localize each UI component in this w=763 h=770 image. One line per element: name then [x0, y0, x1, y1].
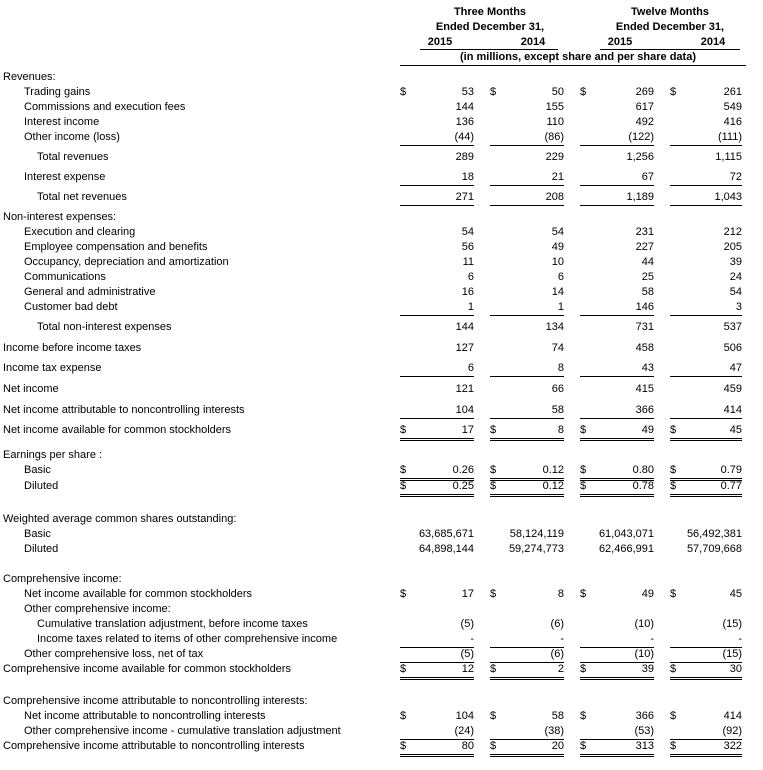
header-y-2014: 2014 — [700, 36, 726, 48]
dollar-sign: $ — [490, 588, 497, 600]
value-y2015: 43 — [641, 362, 654, 374]
value-q2014: 74 — [551, 342, 564, 354]
row-label: Comprehensive income attributable to noncontrolling interests — [3, 740, 305, 752]
value-q2014: 54 — [551, 226, 564, 238]
row-label: Interest income — [24, 116, 100, 128]
value-y2015: 25 — [641, 271, 654, 283]
header-q-2014: 2014 — [520, 36, 546, 48]
double-underline — [670, 494, 742, 497]
row-label: Other comprehensive loss, net of tax — [24, 648, 204, 660]
value-y2015: 269 — [635, 86, 654, 98]
row-label: Customer bad debt — [24, 301, 118, 313]
row-label: Net income attributable to noncontrolling interests — [24, 710, 266, 722]
value-q2015: 54 — [461, 226, 474, 238]
row-label: Occupancy, depreciation and amortization — [24, 256, 229, 268]
value-q2015: 121 — [455, 383, 474, 395]
value-y2014: 205 — [723, 241, 742, 253]
dollar-sign: $ — [670, 424, 677, 436]
row-label: Net income available for common stockholders — [3, 424, 232, 436]
value-q2015: (5) — [460, 648, 474, 660]
underline — [490, 145, 564, 146]
value-y2015: 415 — [635, 383, 654, 395]
value-y2014: 24 — [729, 271, 742, 283]
dollar-sign: $ — [670, 740, 677, 752]
underline — [400, 376, 474, 377]
underline — [670, 418, 742, 419]
dollar-sign: $ — [400, 740, 407, 752]
row-label: Other comprehensive income - cumulative translation adjustment — [24, 725, 341, 737]
value-q2014: 110 — [546, 116, 564, 128]
row-label: Comprehensive income: — [3, 573, 122, 585]
value-y2015: 0.78 — [632, 480, 654, 492]
value-q2014: 66 — [551, 383, 564, 395]
value-q2015: 16 — [461, 286, 474, 298]
value-q2015: 63,685,671 — [418, 528, 474, 540]
value-q2014: 8 — [557, 362, 564, 374]
value-y2014: 72 — [729, 171, 742, 183]
value-q2014: 49 — [551, 241, 564, 253]
double-underline — [580, 438, 654, 441]
row-label: Earnings per share : — [3, 449, 103, 461]
underline — [580, 315, 654, 316]
row-label: Cumulative translation adjustment, before income taxes — [37, 618, 308, 630]
value-y2015: (53) — [634, 725, 654, 737]
value-q2015: 11 — [462, 256, 474, 268]
value-q2015: 144 — [455, 321, 474, 333]
header-units: (in millions, except share and per share data) — [460, 51, 696, 63]
header-three-months-ended: Ended December 31, — [435, 21, 545, 33]
value-q2015: 271 — [455, 191, 474, 203]
row-label: Trading gains — [24, 86, 91, 98]
value-q2015: 17 — [461, 588, 474, 600]
row-label: Other income (loss) — [24, 131, 120, 143]
row-label: Communications — [24, 271, 106, 283]
value-y2014: 47 — [729, 362, 742, 374]
row-label: Net income — [3, 383, 59, 395]
row-label: Non-interest expenses: — [3, 211, 117, 223]
value-q2014: 21 — [551, 171, 564, 183]
header-y-2015: 2015 — [607, 36, 633, 48]
dollar-sign: $ — [490, 663, 497, 675]
value-q2014: 155 — [545, 101, 564, 113]
value-y2014: 1,115 — [715, 151, 742, 163]
value-q2014: 59,274,773 — [508, 543, 564, 555]
value-q2015: 136 — [455, 116, 474, 128]
header-three-months: Three Months — [453, 6, 527, 18]
row-label: Income taxes related to items of other comprehensive income — [37, 633, 338, 645]
dollar-sign: $ — [670, 86, 677, 98]
value-y2014: - — [738, 633, 742, 645]
value-y2014: 3 — [735, 301, 742, 313]
underline — [490, 185, 564, 186]
value-q2015: 17 — [461, 424, 474, 436]
value-y2014: 45 — [729, 588, 742, 600]
underline — [580, 205, 654, 206]
row-label: Total non-interest expenses — [37, 321, 172, 333]
row-label: Comprehensive income available for common stockholders — [3, 663, 291, 675]
value-y2014: 459 — [723, 383, 742, 395]
value-q2014: 6 — [557, 271, 564, 283]
dollar-sign: $ — [580, 710, 587, 722]
header-rule-y — [600, 49, 740, 50]
row-label: Income before income taxes — [3, 342, 142, 354]
value-y2014: (15) — [722, 648, 742, 660]
underline — [670, 205, 742, 206]
value-y2014: 1,043 — [714, 191, 742, 203]
row-label: Comprehensive income attributable to noncontrolling interests: — [3, 695, 308, 707]
value-y2014: 549 — [723, 101, 742, 113]
double-underline — [490, 677, 564, 680]
row-label: Basic — [24, 464, 51, 476]
value-q2015: (44) — [454, 131, 474, 143]
row-label: Employee compensation and benefits — [24, 241, 208, 253]
value-y2014: 212 — [723, 226, 742, 238]
value-q2015: 12 — [461, 663, 474, 675]
row-label: Diluted — [24, 543, 59, 555]
dollar-sign: $ — [400, 86, 407, 98]
dollar-sign: $ — [490, 464, 497, 476]
row-label: Execution and clearing — [24, 226, 136, 238]
value-q2014: 0.12 — [542, 464, 564, 476]
double-underline — [670, 438, 742, 441]
value-y2015: 227 — [635, 241, 654, 253]
double-underline — [580, 677, 654, 680]
value-y2014: 537 — [723, 321, 742, 333]
underline — [580, 418, 654, 419]
row-label: Total revenues — [37, 151, 109, 163]
underline — [400, 418, 474, 419]
value-y2015: 49 — [641, 424, 654, 436]
header-twelve-months-ended: Ended December 31, — [615, 21, 725, 33]
row-label: Net income attributable to noncontrolling interests — [3, 404, 245, 416]
value-q2015: 127 — [455, 342, 474, 354]
value-q2015: 18 — [461, 171, 474, 183]
header-twelve-months: Twelve Months — [630, 6, 710, 18]
value-q2014: 58 — [551, 404, 564, 416]
value-y2015: 1,256 — [626, 151, 654, 163]
dollar-sign: $ — [490, 740, 497, 752]
value-q2015: 6 — [467, 362, 474, 374]
row-label: Interest expense — [24, 171, 106, 183]
value-y2015: 313 — [635, 740, 654, 752]
row-label: Other comprehensive income: — [24, 603, 171, 615]
underline — [580, 376, 654, 377]
value-y2014: 414 — [723, 710, 742, 722]
value-y2015: 492 — [635, 116, 654, 128]
underline — [400, 185, 474, 186]
double-underline — [670, 677, 742, 680]
double-underline — [490, 438, 564, 441]
double-underline — [400, 677, 474, 680]
row-label: Weighted average common shares outstanding: — [3, 513, 237, 525]
dollar-sign: $ — [580, 86, 587, 98]
value-y2015: 1,189 — [626, 191, 654, 203]
underline — [580, 145, 654, 146]
underline — [670, 145, 742, 146]
underline — [580, 185, 654, 186]
underline — [490, 315, 564, 316]
value-y2014: 414 — [723, 404, 742, 416]
value-y2015: 617 — [635, 101, 654, 113]
dollar-sign: $ — [400, 710, 407, 722]
value-q2015: 104 — [455, 404, 474, 416]
value-q2014: 14 — [551, 286, 564, 298]
underline — [400, 145, 474, 146]
dollar-sign: $ — [580, 588, 587, 600]
dollar-sign: $ — [490, 480, 497, 492]
value-q2015: 289 — [455, 151, 474, 163]
double-underline — [400, 494, 474, 497]
value-y2015: 58 — [641, 286, 654, 298]
value-q2014: 8 — [557, 424, 564, 436]
value-q2014: 58 — [551, 710, 564, 722]
dollar-sign: $ — [400, 588, 407, 600]
value-y2015: 44 — [641, 256, 654, 268]
dollar-sign: $ — [400, 480, 407, 492]
value-y2014: (111) — [717, 131, 742, 143]
value-q2014: 134 — [545, 321, 564, 333]
value-y2014: 0.77 — [720, 480, 742, 492]
value-q2015: - — [470, 633, 474, 645]
underline — [400, 205, 474, 206]
underline — [670, 315, 742, 316]
value-y2014: 30 — [729, 663, 742, 675]
value-y2015: 62,466,991 — [598, 543, 654, 555]
value-y2014: 261 — [723, 86, 742, 98]
row-label: Diluted — [24, 480, 59, 492]
double-underline — [490, 494, 564, 497]
value-q2014: 208 — [545, 191, 564, 203]
value-y2015: 366 — [635, 404, 654, 416]
row-label: Basic — [24, 528, 51, 540]
value-q2015: 56 — [461, 241, 474, 253]
underline — [670, 376, 742, 377]
dollar-sign: $ — [670, 588, 677, 600]
header-rule-units — [400, 65, 746, 66]
dollar-sign: $ — [670, 663, 677, 675]
value-y2015: 146 — [635, 301, 654, 313]
value-y2015: 49 — [641, 588, 654, 600]
dollar-sign: $ — [580, 464, 587, 476]
value-q2014: 8 — [557, 588, 564, 600]
value-q2014: 1 — [557, 301, 564, 313]
value-y2015: - — [650, 633, 654, 645]
dollar-sign: $ — [400, 663, 407, 675]
value-q2015: 144 — [455, 101, 474, 113]
underline — [490, 376, 564, 377]
value-q2014: 2 — [557, 663, 564, 675]
underline — [670, 185, 742, 186]
value-q2015: 0.25 — [452, 480, 474, 492]
double-underline — [400, 438, 474, 441]
value-q2014: 58,124,119 — [509, 528, 564, 540]
dollar-sign: $ — [670, 710, 677, 722]
value-q2014: 229 — [545, 151, 564, 163]
dollar-sign: $ — [580, 663, 587, 675]
dollar-sign: $ — [490, 424, 497, 436]
row-label: Commissions and execution fees — [24, 101, 186, 113]
double-underline — [580, 494, 654, 497]
value-y2014: (92) — [722, 725, 742, 737]
dollar-sign: $ — [670, 464, 677, 476]
dollar-sign: $ — [490, 86, 497, 98]
row-label: Revenues: — [3, 71, 56, 83]
value-y2014: 322 — [723, 740, 742, 752]
double-underline — [580, 754, 654, 757]
dollar-sign: $ — [580, 480, 587, 492]
value-y2015: (10) — [634, 648, 654, 660]
double-underline — [670, 754, 742, 757]
value-y2015: 39 — [641, 663, 654, 675]
row-label: General and administrative — [24, 286, 156, 298]
dollar-sign: $ — [580, 740, 587, 752]
value-q2015: (5) — [460, 618, 474, 630]
value-q2015: 80 — [461, 740, 474, 752]
value-y2015: 0.80 — [632, 464, 654, 476]
row-label: Income tax expense — [3, 362, 102, 374]
row-label: Net income available for common stockholders — [24, 588, 253, 600]
double-underline — [400, 754, 474, 757]
underline — [490, 205, 564, 206]
underline — [400, 315, 474, 316]
value-q2014: (86) — [544, 131, 564, 143]
value-q2014: - — [560, 633, 564, 645]
header-q-2015: 2015 — [427, 36, 453, 48]
value-y2014: 39 — [729, 256, 742, 268]
value-y2014: 506 — [723, 342, 742, 354]
value-q2014: 20 — [551, 740, 564, 752]
value-q2015: 0.26 — [452, 464, 474, 476]
header-rule-q — [420, 49, 558, 50]
value-q2014: (38) — [544, 725, 564, 737]
value-y2015: 731 — [635, 321, 654, 333]
dollar-sign: $ — [400, 464, 407, 476]
dollar-sign: $ — [670, 480, 677, 492]
double-underline — [490, 754, 564, 757]
value-q2015: 104 — [455, 710, 474, 722]
underline — [490, 418, 564, 419]
value-y2014: 416 — [723, 116, 742, 128]
value-y2015: 231 — [635, 226, 654, 238]
value-q2015: 53 — [461, 86, 474, 98]
value-q2014: (6) — [550, 648, 564, 660]
value-y2014: (15) — [722, 618, 742, 630]
value-y2015: 366 — [635, 710, 654, 722]
value-q2015: (24) — [454, 725, 474, 737]
dollar-sign: $ — [490, 710, 497, 722]
row-label: Total net revenues — [37, 191, 127, 203]
value-y2014: 45 — [729, 424, 742, 436]
value-y2014: 0.79 — [720, 464, 742, 476]
value-q2014: 0.12 — [542, 480, 564, 492]
value-y2014: 56,492,381 — [686, 528, 742, 540]
value-y2015: 67 — [641, 171, 654, 183]
value-y2015: (10) — [634, 618, 654, 630]
value-y2014: 57,709,668 — [686, 543, 742, 555]
dollar-sign: $ — [580, 424, 587, 436]
value-q2014: 50 — [551, 86, 564, 98]
value-y2015: 61,043,071 — [598, 528, 654, 540]
value-y2015: (122) — [628, 131, 654, 143]
value-q2015: 64,898,144 — [418, 543, 474, 555]
value-q2015: 1 — [467, 301, 474, 313]
value-y2015: 458 — [635, 342, 654, 354]
value-q2015: 6 — [467, 271, 474, 283]
value-q2014: 10 — [551, 256, 564, 268]
value-y2014: 54 — [729, 286, 742, 298]
value-q2014: (6) — [550, 618, 564, 630]
dollar-sign: $ — [400, 424, 407, 436]
